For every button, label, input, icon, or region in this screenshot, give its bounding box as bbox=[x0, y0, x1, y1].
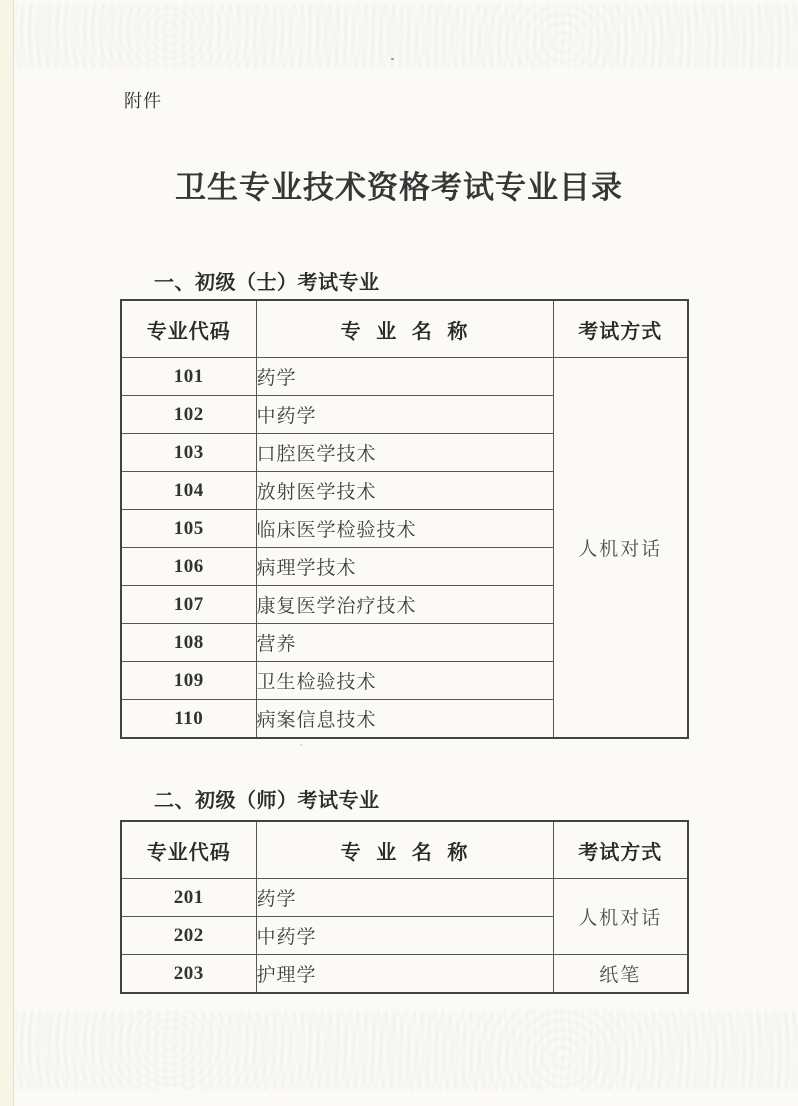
name-cell: 卫生检验技术 bbox=[256, 662, 553, 700]
name-cell: 病案信息技术 bbox=[256, 700, 553, 739]
code-cell: 107 bbox=[121, 586, 256, 624]
column-header-method: 考试方式 bbox=[553, 300, 688, 358]
section-heading-junior-shi: 一、初级（士）考试专业 bbox=[154, 272, 380, 294]
column-header-name: 专 业 名 称 bbox=[256, 821, 553, 879]
scan-speck bbox=[391, 58, 394, 60]
name-cell: 中药学 bbox=[256, 396, 553, 434]
code-cell: 110 bbox=[121, 700, 256, 739]
code-cell: 202 bbox=[121, 917, 256, 955]
table-header-row bbox=[121, 300, 688, 358]
name-cell: 放射医学技术 bbox=[256, 472, 553, 510]
code-cell: 105 bbox=[121, 510, 256, 548]
exam-table-junior-shi bbox=[120, 299, 689, 739]
code-cell: 101 bbox=[121, 358, 256, 396]
column-header-code: 专业代码 bbox=[121, 300, 256, 358]
name-cell: 中药学 bbox=[256, 917, 553, 955]
name-cell: 病理学技术 bbox=[256, 548, 553, 586]
scan-speck bbox=[300, 744, 302, 746]
column-header-method: 考试方式 bbox=[553, 821, 688, 879]
exam-table-junior-shi2 bbox=[120, 820, 689, 994]
name-cell: 护理学 bbox=[256, 955, 553, 994]
scan-noise-top bbox=[13, 4, 798, 68]
name-cell: 药学 bbox=[256, 358, 553, 396]
method-cell: 纸笔 bbox=[553, 955, 688, 994]
method-cell-merged: 人机对话 bbox=[553, 358, 688, 739]
name-cell: 营养 bbox=[256, 624, 553, 662]
column-header-name: 专 业 名 称 bbox=[256, 300, 553, 358]
code-cell: 108 bbox=[121, 624, 256, 662]
name-cell: 康复医学治疗技术 bbox=[256, 586, 553, 624]
table-row bbox=[121, 955, 688, 994]
section-heading-junior-shi2: 二、初级（师）考试专业 bbox=[154, 790, 380, 812]
code-cell: 104 bbox=[121, 472, 256, 510]
table-header-row bbox=[121, 821, 688, 879]
scan-noise-bottom bbox=[13, 1010, 798, 1090]
method-cell-merged: 人机对话 bbox=[553, 879, 688, 955]
code-cell: 103 bbox=[121, 434, 256, 472]
name-cell: 临床医学检验技术 bbox=[256, 510, 553, 548]
name-cell: 药学 bbox=[256, 879, 553, 917]
code-cell: 109 bbox=[121, 662, 256, 700]
table-row bbox=[121, 358, 688, 396]
name-cell: 口腔医学技术 bbox=[256, 434, 553, 472]
code-cell: 201 bbox=[121, 879, 256, 917]
code-cell: 203 bbox=[121, 955, 256, 994]
column-header-code: 专业代码 bbox=[121, 821, 256, 879]
code-cell: 106 bbox=[121, 548, 256, 586]
attachment-label: 附件 bbox=[124, 91, 162, 111]
code-cell: 102 bbox=[121, 396, 256, 434]
table-row bbox=[121, 879, 688, 917]
document-title: 卫生专业技术资格考试专业目录 bbox=[175, 170, 623, 205]
